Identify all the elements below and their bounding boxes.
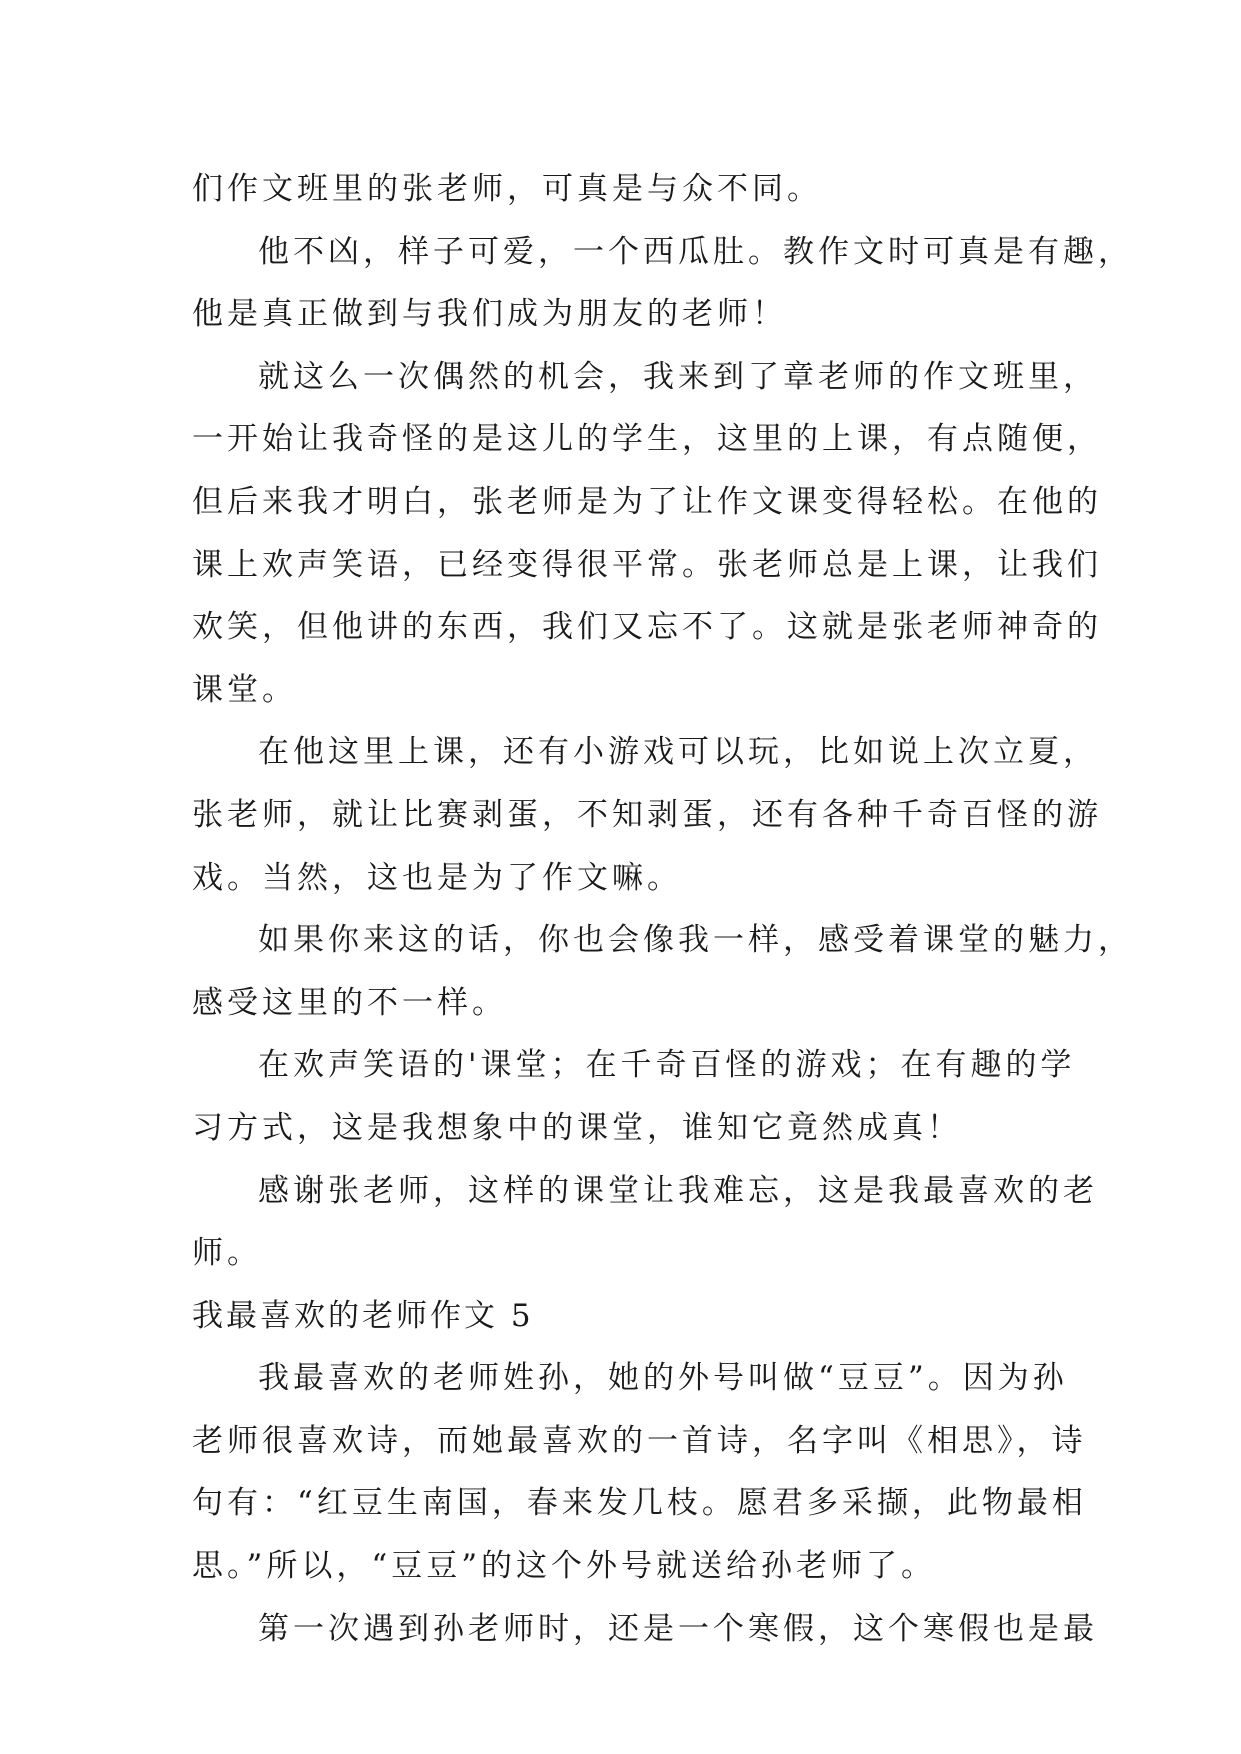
document-page xyxy=(192,158,1133,1660)
text-line: 课上欢声笑语，已经变得很平常。张老师总是上课，让我们 xyxy=(192,546,1102,583)
paragraph-start-line: 第一次遇到孙老师时，还是一个寒假，这个寒假也是最 xyxy=(258,1610,1098,1647)
text-line: 句有：“红豆生南国，春来发几枝。愿君多采撷，此物最相 xyxy=(192,1485,1087,1522)
text-line: 但后来我才明白，张老师是为了让作文课变得轻松。在他的 xyxy=(192,483,1102,520)
text-line: 他是真正做到与我们成为朋友的老师！ xyxy=(192,296,787,333)
text-line: 欢笑，但他讲的东西，我们又忘不了。这就是张老师神奇的 xyxy=(192,609,1102,646)
text-line: 思。”所以，“豆豆”的这个外号就送给孙老师了。 xyxy=(192,1548,937,1585)
paragraph-start-line: 他不凶，样子可爱，一个西瓜肚。教作文时可真是有趣， xyxy=(258,233,1133,270)
text-line: 课堂。 xyxy=(192,671,297,708)
paragraph-start-line: 感谢张老师，这样的课堂让我难忘，这是我最喜欢的老 xyxy=(258,1172,1098,1209)
text-line: 师。 xyxy=(192,1235,262,1272)
text-line: 们作文班里的张老师，可真是与众不同。 xyxy=(192,171,822,207)
text-line: 老师很喜欢诗，而她最喜欢的一首诗，名字叫《相思》，诗 xyxy=(192,1422,1087,1459)
paragraph-start-line: 在欢声笑语的'课堂；在千奇百怪的游戏；在有趣的学 xyxy=(258,1047,1076,1084)
text-line: 戏。当然，这也是为了作文嘛。 xyxy=(192,859,682,896)
paragraph-start-line: 如果你来这的话，你也会像我一样，感受着课堂的魅力， xyxy=(258,922,1133,959)
paragraph-start-line: 在他这里上课，还有小游戏可以玩，比如说上次立夏， xyxy=(258,734,1098,771)
paragraph-start-line: 我最喜欢的老师姓孙，她的外号叫做“豆豆”。因为孙 xyxy=(258,1360,1068,1397)
text-line: 习方式，这是我想象中的课堂，谁知它竟然成真！ xyxy=(192,1109,962,1146)
paragraph-start-line: 就这么一次偶然的机会，我来到了章老师的作文班里， xyxy=(258,358,1098,395)
section-heading: 我最喜欢的老师作文 5 xyxy=(192,1297,534,1334)
text-line: 张老师，就让比赛剥蛋，不知剥蛋，还有各种千奇百怪的游 xyxy=(192,796,1102,833)
text-line: 一开始让我奇怪的是这儿的学生，这里的上课，有点随便， xyxy=(192,421,1102,458)
text-line: 感受这里的不一样。 xyxy=(192,984,507,1021)
